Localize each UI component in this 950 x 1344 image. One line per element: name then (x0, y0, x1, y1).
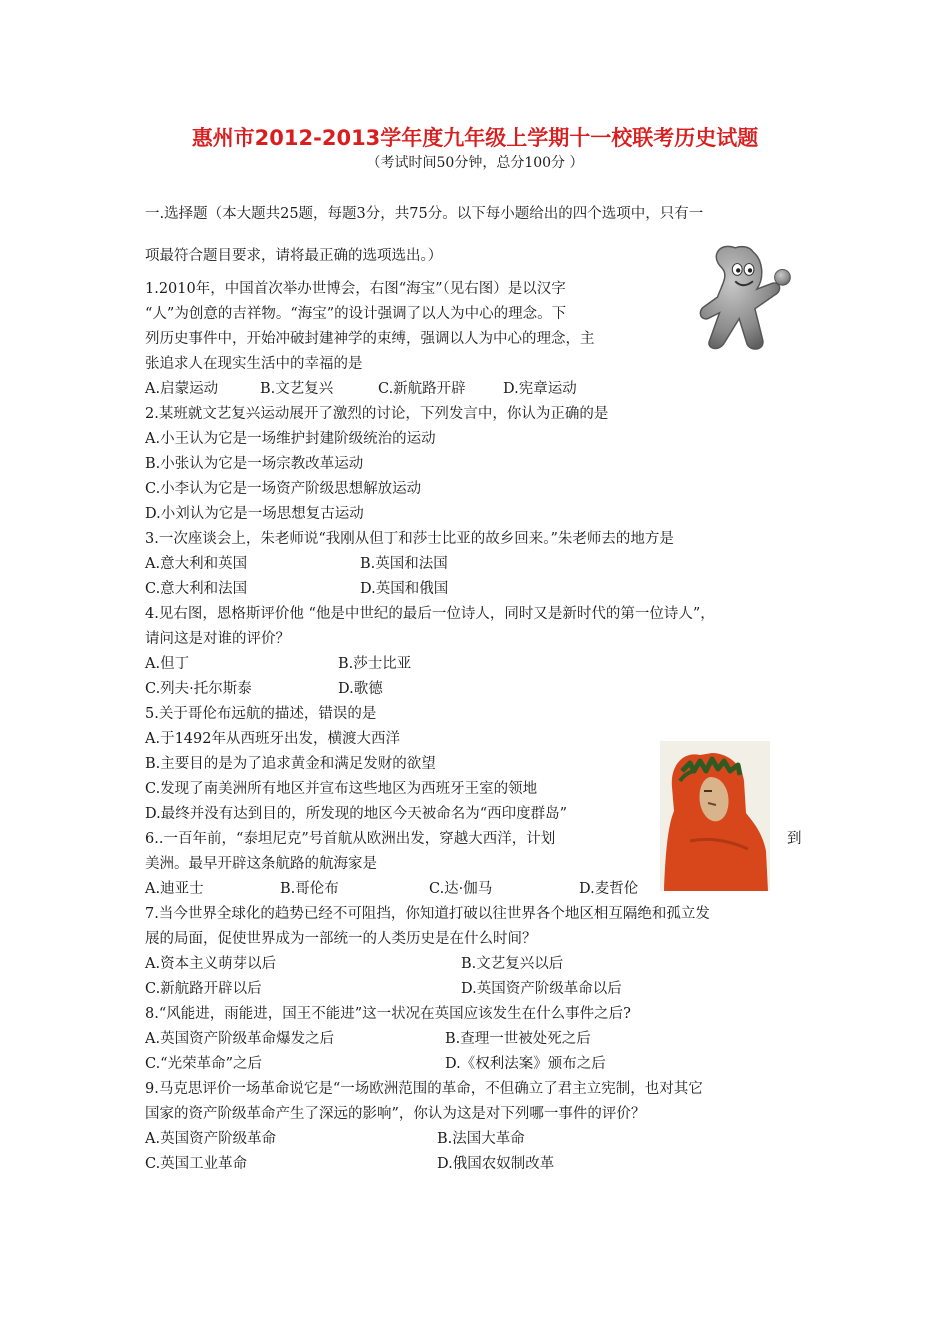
q4-option-b: B.莎士比亚 (338, 656, 412, 672)
q2-option-c: C.小李认为它是一场资产阶级思想解放运动 (145, 481, 422, 497)
q9-stem-line1: 9.马克思评价一场革命说它是“一场欧洲范围的革命，不但确立了君主立宪制，也对其它 (145, 1081, 703, 1097)
q6-stem-line1-tail: 到 (787, 831, 802, 847)
q8-option-c: C.“光荣革命”之后 (145, 1056, 263, 1072)
q3-option-d: D.英国和俄国 (360, 581, 449, 597)
haibao-mascot-image (692, 238, 810, 356)
exam-subtitle: （考试时间50分钟，总分100分 ） (366, 155, 584, 171)
q5-option-b: B.主要目的是为了追求黄金和满足发财的欲望 (145, 756, 436, 772)
q9-option-a: A.英国资产阶级革命 (145, 1131, 277, 1147)
q7-option-d: D.英国资产阶级革命以后 (461, 981, 622, 997)
dante-portrait-image (660, 741, 770, 891)
q4-stem-line2: 请问这是对谁的评价？ (145, 631, 290, 647)
q1-stem-line4: 张追求人在现实生活中的幸福的是 (145, 356, 363, 372)
q9-stem-line2: 国家的资产阶级革命产生了深远的影响”，你认为这是对下列哪一事件的评价？ (145, 1106, 646, 1122)
exam-title: 惠州市2012-2013学年度九年级上学期十一校联考历史试题 (191, 126, 759, 150)
q7-stem-line2: 展的局面，促使世界成为一部统一的人类历史是在什么时间？ (145, 931, 537, 947)
q4-stem-line1: 4.见右图，恩格斯评价他 “他是中世纪的最后一位诗人，同时又是新时代的第一位诗人”， (145, 606, 715, 622)
q2-stem: 2.某班就文艺复兴运动展开了激烈的讨论，下列发言中，你认为正确的是 (145, 406, 609, 422)
q8-option-a: A.英国资产阶级革命爆发之后 (145, 1031, 335, 1047)
q7-stem-line1: 7.当今世界全球化的趋势已经不可阻挡，你知道打破以往世界各个地区相互隔绝和孤立发 (145, 906, 710, 922)
q5-stem: 5.关于哥伦布远航的描述，错误的是 (145, 706, 377, 722)
q5-option-d: D.最终并没有达到目的，所发现的地区今天被命名为“西印度群岛” (145, 806, 568, 822)
q3-stem: 3.一次座谈会上，朱老师说“我刚从但丁和莎士比亚的故乡回来。”朱老师去的地方是 (145, 531, 674, 547)
q3-option-b: B.英国和法国 (360, 556, 448, 572)
q6-option-a: A.迪亚士 (145, 881, 204, 897)
q5-option-a: A.于1492年从西班牙出发，横渡大西洋 (145, 731, 400, 747)
q3-option-c: C.意大利和法国 (145, 581, 248, 597)
q6-option-b: B.哥伦布 (280, 881, 339, 897)
q1-option-c: C.新航路开辟 (378, 381, 466, 397)
q8-option-d: D.《权利法案》颁布之后 (445, 1056, 606, 1072)
q6-option-c: C.达·伽马 (429, 881, 493, 897)
q9-option-c: C.英国工业革命 (145, 1156, 248, 1172)
q3-option-a: A.意大利和英国 (145, 556, 248, 572)
q9-option-d: D.俄国农奴制改革 (437, 1156, 555, 1172)
q1-option-d: D.宪章运动 (503, 381, 577, 397)
q1-stem-line3: 列历史事件中，开始冲破封建神学的束缚，强调以人为中心的理念，主 (145, 331, 595, 347)
section-instructions-line2: 项最符合题目要求，请将最正确的选项选出。） (145, 248, 443, 264)
q6-stem-line1: 6..一百年前，“泰坦尼克”号首航从欧洲出发，穿越大西洋，计划 (145, 831, 556, 847)
q9-option-b: B.法国大革命 (437, 1131, 525, 1147)
q4-option-c: C.列夫·托尔斯泰 (145, 681, 252, 697)
q7-option-a: A.资本主义萌芽以后 (145, 956, 277, 972)
q7-option-c: C.新航路开辟以后 (145, 981, 262, 997)
q7-option-b: B.文艺复兴以后 (461, 956, 564, 972)
q6-stem-line2: 美洲。最早开辟这条航路的航海家是 (145, 856, 377, 872)
q2-option-d: D.小刘认为它是一场思想复古运动 (145, 506, 364, 522)
q5-option-c: C.发现了南美洲所有地区并宣布这些地区为西班牙王室的领地 (145, 781, 538, 797)
q1-stem-line1: 1.2010年，中国首次举办世博会，右图“海宝”（见右图）是以汉字 (145, 281, 566, 297)
q4-option-a: A.但丁 (145, 656, 190, 672)
q2-option-a: A.小王认为它是一场维护封建阶级统治的运动 (145, 431, 436, 447)
q2-option-b: B.小张认为它是一场宗教改革运动 (145, 456, 364, 472)
q1-option-a: A.启蒙运动 (145, 381, 219, 397)
q1-option-b: B.文艺复兴 (260, 381, 334, 397)
q8-option-b: B.查理一世被处死之后 (445, 1031, 591, 1047)
q1-stem-line2: “人”为创意的吉祥物。“海宝”的设计强调了以人为中心的理念。下 (145, 306, 567, 322)
q4-option-d: D.歌德 (338, 681, 383, 697)
section-instructions-line1: 一.选择题（本大题共25题，每题3分，共75分。以下每小题给出的四个选项中，只有一 (145, 206, 704, 222)
q8-stem: 8.“风能进，雨能进，国王不能进”这一状况在英国应该发生在什么事件之后? (145, 1006, 631, 1022)
q6-option-d: D.麦哲伦 (579, 881, 639, 897)
